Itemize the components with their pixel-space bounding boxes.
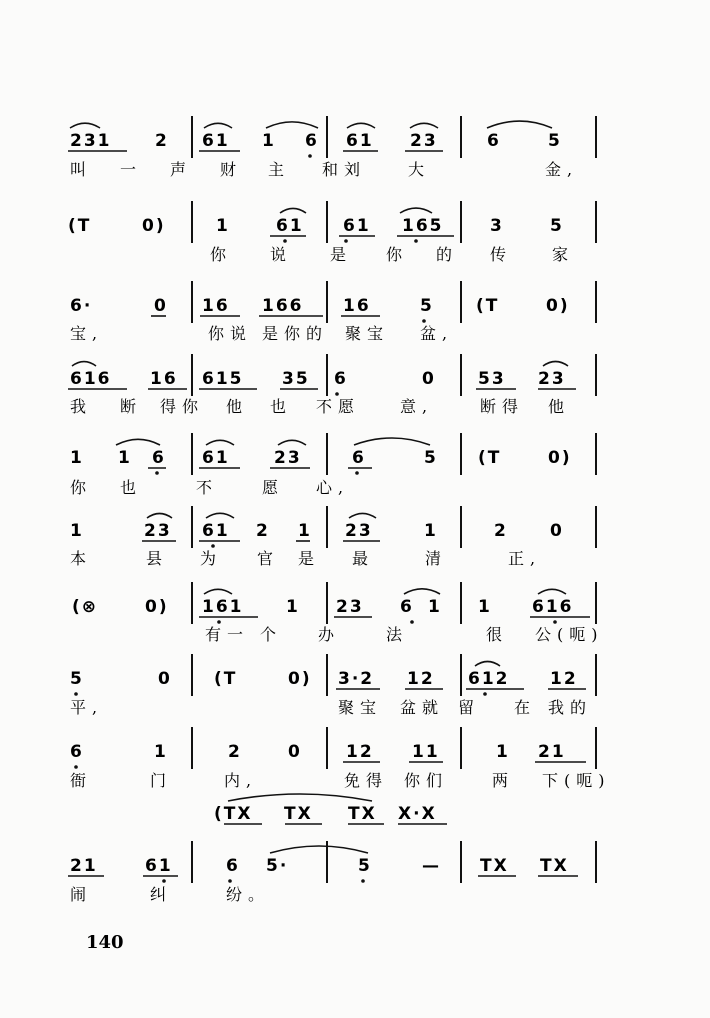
octave-dot: [74, 692, 78, 696]
slur-arc: [204, 123, 232, 128]
slur-arc: [487, 121, 552, 128]
note-group: 5: [358, 856, 372, 876]
octave-dot: [335, 392, 339, 396]
note-group: 1: [428, 597, 442, 617]
lyric-syllable: 不愿: [316, 397, 361, 416]
note-group: (TX: [214, 804, 253, 824]
note-group: 23: [144, 521, 172, 541]
slur-arc: [278, 440, 306, 445]
note-group: 61: [202, 131, 230, 151]
slur-arc: [475, 662, 500, 667]
lyric-syllable: 法: [386, 625, 409, 644]
note-group: 35: [282, 369, 310, 389]
lyric-syllable: 意,: [400, 397, 434, 416]
note-group: 6: [226, 856, 240, 876]
slur-arc: [206, 440, 234, 445]
note-group: 6: [152, 448, 166, 468]
note-group: 6: [487, 131, 501, 151]
lyric-syllable: 平,: [70, 698, 104, 717]
note-group: TX: [480, 856, 509, 876]
octave-dot: [355, 471, 359, 475]
lyric-syllable: 也: [270, 397, 293, 416]
note-group: 23: [538, 369, 566, 389]
page-number: 140: [86, 932, 124, 953]
slur-arc: [347, 123, 375, 128]
note-group: 16: [150, 369, 178, 389]
slur-arc: [72, 362, 96, 366]
score-row: [68, 354, 596, 416]
octave-dot: [422, 319, 426, 323]
lyric-syllable: 最: [352, 549, 375, 568]
note-group: 21: [538, 742, 566, 762]
note-group: 616: [70, 369, 112, 389]
note-group: 23: [336, 597, 364, 617]
slur-arc: [400, 208, 432, 213]
lyric-syllable: 断: [120, 397, 143, 416]
slur-arc: [70, 123, 100, 128]
lyric-syllable: 正,: [508, 549, 542, 568]
lyric-syllable: 你说: [208, 324, 253, 343]
lyric-syllable: 为: [200, 549, 223, 568]
note-group: 61: [346, 131, 374, 151]
lyric-syllable: 下(呃): [542, 771, 611, 790]
score-row: [70, 654, 596, 717]
score-row: [68, 116, 596, 179]
slur-arc: [349, 513, 376, 518]
note-group: 1: [216, 216, 230, 236]
lyric-syllable: 断得: [480, 397, 525, 416]
note-group: 3: [490, 216, 504, 236]
lyric-syllable: 是你的: [262, 324, 329, 343]
lyric-syllable: 你: [70, 478, 93, 497]
note-group: 0): [145, 597, 169, 617]
lyric-syllable: 很: [486, 625, 509, 644]
note-group: X·X: [398, 804, 437, 824]
note-group: 5: [70, 669, 84, 689]
lyric-syllable: 聚宝: [338, 698, 383, 717]
note-group: 6: [70, 742, 84, 762]
note-group: 0): [288, 669, 312, 689]
lyric-syllable: 声: [170, 160, 193, 179]
slur-arc: [147, 514, 172, 519]
octave-dot: [308, 154, 312, 158]
lyric-syllable: 你: [386, 245, 409, 264]
score-row: [70, 433, 596, 497]
note-group: 1: [118, 448, 132, 468]
octave-dot: [211, 544, 215, 548]
note-group: 61: [276, 216, 304, 236]
note-group: 61: [145, 856, 173, 876]
score-row: [70, 506, 596, 568]
lyric-syllable: 免得: [344, 771, 389, 790]
note-group: 61: [202, 448, 230, 468]
lyric-syllable: 传: [490, 245, 513, 264]
slur-arc: [543, 362, 568, 367]
note-group: 16: [343, 296, 371, 316]
lyric-syllable: 的: [436, 245, 459, 264]
note-group: 6·: [70, 296, 93, 316]
lyric-syllable: 他: [226, 397, 249, 416]
lyric-syllable: 金,: [545, 160, 579, 179]
lyric-syllable: 一: [120, 160, 143, 179]
note-group: (T: [478, 448, 502, 468]
slur-arc: [204, 589, 232, 594]
lyric-syllable: 闹: [70, 885, 93, 904]
octave-dot: [74, 765, 78, 769]
lyric-syllable: 大: [408, 160, 431, 179]
note-group: 1: [496, 742, 510, 762]
note-group: 61: [202, 521, 230, 541]
lyric-syllable: 内,: [224, 771, 258, 790]
lyric-syllable: 盆,: [420, 324, 454, 343]
slur-arc: [206, 513, 234, 518]
slur-arc: [280, 208, 306, 213]
note-group: 0): [142, 216, 166, 236]
note-group: 11: [412, 742, 440, 762]
note-group: 2: [256, 521, 270, 541]
lyric-syllable: 也: [120, 478, 143, 497]
octave-dot: [155, 471, 159, 475]
lyric-syllable: 主: [268, 160, 291, 179]
slur-arc: [354, 438, 430, 445]
octave-dot: [162, 879, 166, 883]
lyric-syllable: 我: [70, 397, 93, 416]
score-row: [68, 201, 596, 264]
note-group: 1: [70, 448, 84, 468]
note-group: 0: [158, 669, 172, 689]
note-group: TX: [540, 856, 569, 876]
lyric-syllable: 我的: [548, 698, 593, 717]
slur-arc: [404, 589, 440, 594]
octave-dot: [410, 620, 414, 624]
note-group: 0): [546, 296, 570, 316]
note-group: 12: [550, 669, 578, 689]
note-group: 23: [345, 521, 373, 541]
lyric-syllable: 留: [458, 698, 481, 717]
note-group: 5: [420, 296, 434, 316]
note-group: 2: [228, 742, 242, 762]
lyric-syllable: 他: [548, 397, 571, 416]
octave-dot: [217, 620, 221, 624]
note-group: 0): [548, 448, 572, 468]
note-group: 1: [70, 521, 84, 541]
score-row: [214, 794, 447, 824]
note-group: 166: [262, 296, 304, 316]
lyric-syllable: 两: [492, 771, 515, 790]
lyric-syllable: 纷。: [226, 885, 271, 904]
note-group: 165: [402, 216, 444, 236]
note-group: 23: [410, 131, 438, 151]
lyric-syllable: 说: [270, 245, 293, 264]
note-group: 616: [532, 597, 574, 617]
score-row: [68, 841, 596, 904]
slur-arc: [270, 846, 368, 853]
note-group: 16: [202, 296, 230, 316]
lyric-syllable: 衙: [70, 771, 93, 790]
lyric-syllable: 你们: [404, 771, 449, 790]
note-group: 1: [286, 597, 300, 617]
note-group: 0: [422, 369, 436, 389]
lyric-syllable: 清: [425, 549, 448, 568]
lyric-syllable: 你: [210, 245, 233, 264]
lyric-syllable: 有一: [205, 625, 250, 644]
octave-dot: [414, 239, 418, 243]
note-group: 1: [478, 597, 492, 617]
note-group: TX: [284, 804, 313, 824]
note-group: 231: [70, 131, 112, 151]
lyric-syllable: 和刘: [322, 160, 367, 179]
note-group: 0: [154, 296, 168, 316]
slur-arc: [116, 439, 160, 445]
note-group: 3·2: [338, 669, 375, 689]
note-group: 0: [288, 742, 302, 762]
lyric-syllable: 盆就: [400, 698, 445, 717]
lyric-syllable: 办: [318, 625, 341, 644]
note-group: 6: [334, 369, 348, 389]
slur-arc: [538, 589, 566, 594]
note-group: 612: [468, 669, 510, 689]
note-group: 53: [478, 369, 506, 389]
note-group: 5·: [266, 856, 289, 876]
lyric-syllable: 门: [150, 771, 173, 790]
note-group: TX: [348, 804, 377, 824]
note-group: 161: [202, 597, 244, 617]
note-group: 23: [274, 448, 302, 468]
octave-dot: [361, 879, 365, 883]
note-group: 6: [400, 597, 414, 617]
note-group: (⊗: [72, 597, 99, 617]
lyric-syllable: 个: [260, 625, 283, 644]
lyric-syllable: 聚宝: [345, 324, 390, 343]
note-group: 12: [346, 742, 374, 762]
lyric-syllable: 本: [70, 549, 93, 568]
note-group: 1: [154, 742, 168, 762]
note-group: 6: [305, 131, 319, 151]
octave-dot: [553, 620, 557, 624]
note-group: 1: [298, 521, 312, 541]
score-row: [72, 582, 604, 644]
score-row: [70, 727, 611, 790]
octave-dot: [283, 239, 287, 243]
lyric-syllable: 家: [552, 245, 575, 264]
note-group: 1: [424, 521, 438, 541]
note-group: 2: [155, 131, 169, 151]
slur-arc: [266, 122, 318, 128]
note-group: (T: [214, 669, 238, 689]
octave-dot: [344, 239, 348, 243]
lyric-syllable: 是: [298, 549, 321, 568]
note-group: (T: [476, 296, 500, 316]
note-group: —: [422, 856, 441, 876]
lyric-syllable: 愿: [262, 478, 285, 497]
lyric-syllable: 公(呃): [535, 625, 604, 644]
lyric-syllable: 县: [146, 549, 169, 568]
lyric-syllable: 财: [220, 160, 243, 179]
note-group: 21: [70, 856, 98, 876]
note-group: 5: [550, 216, 564, 236]
score-row: [70, 281, 596, 343]
note-group: 1: [262, 131, 276, 151]
note-group: 61: [343, 216, 371, 236]
lyric-syllable: 得你: [160, 397, 205, 416]
lyric-syllable: 在: [514, 698, 537, 717]
note-group: 2: [494, 521, 508, 541]
note-group: (T: [68, 216, 92, 236]
note-group: 6: [352, 448, 366, 468]
lyric-syllable: 官: [257, 549, 280, 568]
lyric-syllable: 纠: [150, 885, 173, 904]
note-group: 0: [550, 521, 564, 541]
lyric-syllable: 是: [330, 245, 353, 264]
lyric-syllable: 宝,: [70, 324, 104, 343]
note-group: 5: [424, 448, 438, 468]
lyric-syllable: 叫: [70, 160, 93, 179]
lyric-syllable: 不: [196, 478, 219, 497]
slur-arc: [410, 123, 438, 128]
slur-arc: [228, 794, 372, 801]
note-group: 12: [407, 669, 435, 689]
lyric-syllable: 心,: [316, 478, 350, 497]
note-group: 615: [202, 369, 244, 389]
note-group: 5: [548, 131, 562, 151]
octave-dot: [228, 879, 232, 883]
octave-dot: [483, 692, 487, 696]
